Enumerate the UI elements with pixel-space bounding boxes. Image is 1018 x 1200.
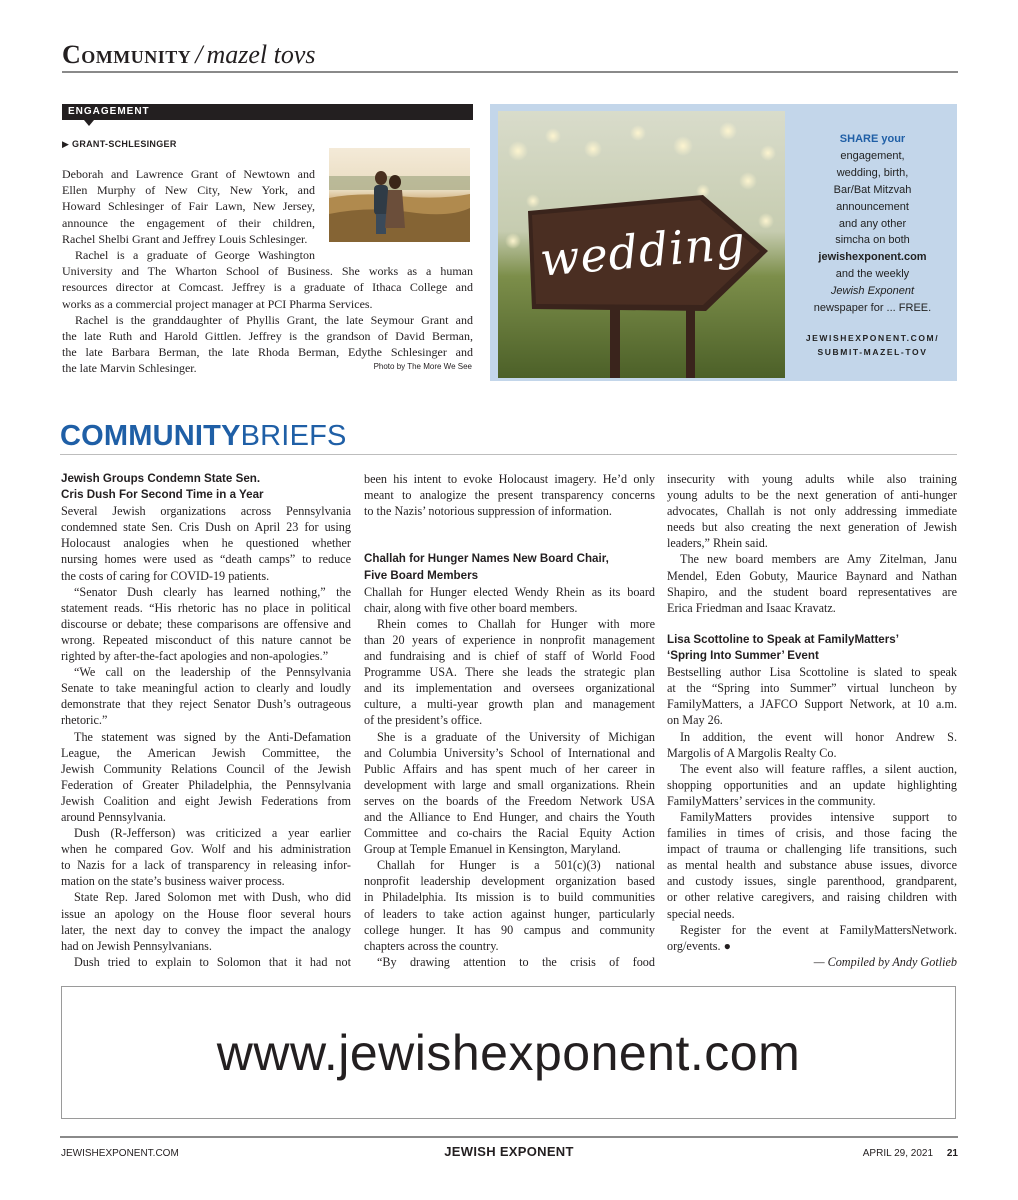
ad-share-word: SHARE your [839,133,906,145]
brief-line: Jewish Community Relations Council of the Jewish [61,761,351,776]
brief-line: Bestselling author Lisa Scottoline is slated to speak [667,665,957,680]
brief-line: wrong. Repeated misconduct of this nature cannot be [61,632,351,647]
section-header [62,40,958,72]
brief-line: the costs of caring for COVID-19 patients. [61,568,270,583]
brief-line: leaders,” Rhein said. [667,536,768,551]
brief-line [364,519,655,535]
engagement-line: Deborah and Lawrence Grant of Newtown and [62,167,315,181]
brief-line: college hunger. It has 90 campus and community [364,922,655,937]
brief-line: demonstrate that they reject Senator Dush’s outrageous [61,697,351,712]
brief-line: statement reads. “His rhetoric has no place in political [61,600,351,615]
brief-headline: Lisa Scottoline to Speak at FamilyMatters’ [667,632,899,646]
ad-line: and any other [838,217,907,230]
engagement-line: announce the engagement of their children, [62,215,315,230]
brief-line: serves on the boards of the Freedom Network USA [364,793,655,808]
brief-line: FamilyMatters’ services in the community. [667,793,876,808]
briefs-title-bold: COMMUNITY [60,420,241,452]
brief-line: than 20 years of experience in nonprofit management [364,632,655,647]
engagement-line: resources director at Comcast. Jeffrey is a graduate of Ithaca College and [62,280,473,295]
brief-line: of leaders to take action against hunger, particularly [364,906,655,921]
brief-headline: Jewish Groups Condemn State Sen. [61,472,261,485]
brief-line: The event also will feature raffles, a silent auction, [680,761,957,776]
briefs-rule [60,454,957,455]
brief-line: State Rep. Jared Solomon met with Dush, who did [74,890,351,905]
website-url[interactable]: www.jewishexponent.com [216,1025,801,1081]
header-rule [62,71,958,73]
brief-line: nursing homes were used as “death camps” to reduce [61,552,351,567]
ad-url-line[interactable]: SUBMIT-MAZEL-TOV [817,347,928,357]
brief-line: Group at Temple Emanuel in Kensington, Maryland. [364,842,621,857]
brief-line: Holocaust analogies when he questioned whether [61,536,351,551]
briefs-column-3 [667,471,957,970]
engagement-line: Rachel is the granddaughter of Phyllis Grant, the late Seymour Grant and [75,312,473,327]
brief-line: Challah for Hunger is a 501(c)(3) national [377,858,655,873]
brief-line: Register for the event at FamilyMattersNetwork. [680,922,957,937]
footer-masthead: JEWISH EXPONENT [444,1144,574,1159]
engagement-couple-name: ▶ GRANT-SCHLESINGER [62,139,177,149]
brief-line: Programme USA. There she leads the strategic plan [364,665,655,680]
brief-line: The statement was signed by the Anti-Defamation [74,729,351,744]
brief-line: Shapiro, and the student board representatives are [667,584,957,599]
brief-line: chapters across the country. [364,938,499,953]
community-briefs-title [60,418,347,454]
section-separator: / [195,40,203,69]
brief-line: Jewish Coalition and eight Jewish Federations from [61,793,351,808]
brief-line: Rhein comes to Challah for Hunger with more [377,616,655,631]
brief-line: discourse or debate; these comparisons are offensive and [61,616,351,631]
engagement-line: Howard Schlesinger of Fair Lawn, New Jersey, [62,199,315,214]
brief-line: when he compared Gov. Wolf and his administration [61,842,351,857]
brief-line: development with large and small organizations. Rhein [364,777,655,792]
brief-line [364,535,655,551]
brief-line: org/events. ● [667,938,732,953]
ad-line: wedding, birth, [836,166,909,179]
brief-line: and the Alliance to End Hunger, and chairs the Youth [364,809,655,824]
brief-line: Margolis of A Margolis Realty Co. [667,745,837,760]
brief-line: Erica Friedman and Isaac Kravatz. [667,600,836,615]
brief-line: culture, a multi-year growth plan and management [364,697,655,712]
brief-line [667,616,957,632]
briefs-column-1 [61,471,351,970]
brief-line: and custody issues, single parenthood, grandparent, [667,874,957,889]
brief-line: impact of trauma or challenging life transitions, such [667,842,957,857]
brief-line: to the Nazis’ notorious suppression of information. [364,504,612,519]
brief-line: insecurity with young adults while also training [667,472,957,486]
brief-line: “Senator Dush clearly has learned nothing,” the [74,584,351,599]
brief-line: She is a graduate of the University of Michigan [377,729,655,744]
brief-line: The new board members are Amy Zitelman, Janu [680,552,957,567]
ad-text [795,131,950,317]
brief-line: rhetoric.” [61,713,108,728]
ad-submit-link[interactable] [795,331,950,359]
brief-line: young adults to be the next generation of anti-hunger [667,488,957,503]
brief-line: “By drawing attention to the crisis of food [377,954,655,969]
footer-date: APRIL 29, 2021 [862,1148,933,1159]
ad-line: newspaper for ... FREE. [813,302,932,315]
brief-line: shopping opportunities and an update highlighting [667,777,957,792]
brief-line: Several Jewish organizations across Pennsylvania [61,504,351,519]
brief-line: nonprofit leadership development organization based [364,874,655,889]
brief-line: in Philadelphia. Its mission is to build communities [364,890,655,905]
engagement-label: ENGAGEMENT [62,104,473,120]
brief-line: chair, along with five other board members. [364,600,578,615]
briefs-column-2 [364,471,655,970]
brief-line: later, the next day to convey the impact the analogy [61,922,351,937]
brief-line: League, the American Jewish Committee, the [61,745,351,760]
briefs-title-light: BRIEFS [240,420,347,452]
wedding-sign-lettering: wedding [537,214,748,287]
brief-headline: Challah for Hunger Names New Board Chair, [364,552,609,566]
brief-line: condemned state Sen. Cris Dush on April 23 for using [61,520,351,535]
brief-line: at the “Spring into Summer” virtual luncheon by [667,681,957,696]
engagement-line: University and The Wharton School of Business. She works as a human [62,264,473,279]
brief-line: meant to analogize the present transparency concerns [364,488,655,503]
brief-line: as mental health and substance abuse issues, divorce [667,858,957,873]
section-name: Community [62,40,192,69]
ad-line: Jewish Exponent [830,285,915,298]
footer-rule [60,1136,958,1138]
brief-line: Senate to take meaningful action to clearly and loudly [61,681,351,696]
brief-line: families in times of crisis, and those facing the [667,826,957,841]
brief-line: Public Affairs and has spent much of her career in [364,761,655,776]
brief-line: and its implementation and oversees organizational [364,681,655,696]
brief-line: “We call on the leadership of the Pennsylvania [74,665,351,680]
ad-line: Bar/Bat Mitzvah [833,183,912,196]
engagement-line: Rachel is a graduate of George Washington [75,248,315,262]
brief-line: In addition, the event will honor Andrew S. [680,729,957,744]
brief-line: of the president’s office. [364,713,483,728]
brief-line: Committee and co-chairs the Racial Equity Action [364,826,655,841]
footer-site: JEWISHEXPONENT.COM [61,1148,179,1159]
engagement-label-notch [84,120,94,126]
engagement-line: the late Marvin Schlesinger. [62,361,197,376]
brief-line: Dush tried to explain to Solomon that it had not [74,954,351,969]
brief-line: around Pennsylvania. [61,809,166,824]
brief-line: Challah for Hunger elected Wendy Rhein as its board [364,584,655,599]
engagement-line: Ellen Murphy of New City, New York, and [62,183,315,198]
ad-line: and the weekly [835,268,910,281]
brief-line: advocates, Challah is not only addressing immediate [667,504,957,519]
page-number: 21 [946,1148,958,1159]
brief-line: righted by after-the-fact apologies and non-apologies.” [61,649,329,664]
brief-headline: ‘Spring Into Summer’ Event [667,649,819,663]
brief-line: to Nazis for a lack of transparency in releasing infor- [61,858,351,873]
brief-line: FamilyMatters, a JAFCO Support Network, at 10 a.m. [667,697,957,712]
brief-line: and fundraising and is chief of staff of World Food [364,649,655,664]
brief-headline: Five Board Members [364,568,479,582]
engagement-line: works as a commercial project manager at PCI Pharma Services. [62,296,373,311]
brief-byline: — Compiled by Andy Gotlieb [813,954,957,969]
brief-line: Mendel, Eden Gobuty, Maurice Baynard and Nathan [667,568,957,583]
brief-line: been his intent to evoke Holocaust imagery. He’d only [364,472,655,486]
brief-line: FamilyMatters provides intensive support to [680,809,957,824]
engagement-line: the late Barbara Berman, the late Rhoda Berman, Edythe Schlesinger and [62,345,473,360]
brief-line: or other relative caregivers, and raising children with [667,890,957,905]
brief-line: special needs. [667,906,735,921]
engagement-text [62,166,473,376]
ad-line: announcement [836,200,909,213]
brief-line: and Columbia University’s School of International and [364,745,655,760]
brief-line: issue an apology on the House floor several hours [61,906,351,921]
engagement-line: Rachel Shelbi Grant and Jeffrey Louis Schlesinger. [62,231,308,246]
engagement-line: the late Ruth and Harold Gittlen. Jeffrey is the grandson of David Berman, [62,329,473,343]
brief-line: mation on the state’s business waiver process. [61,874,285,889]
subsection-name: mazel tovs [206,40,316,69]
brief-headline: Cris Dush For Second Time in a Year [61,488,264,502]
brief-line: had on Jewish Pennsylvanians. [61,938,212,953]
ad-line: jewishexponent.com [818,251,927,264]
ad-line: engagement, [840,149,905,162]
brief-line: Federation of Greater Philadelphia, the Pennsylvania [61,777,351,792]
ad-line: simcha on both [835,234,910,247]
brief-line: needs but also creating the next generation of Jewish [667,520,957,535]
ad-url-line[interactable]: JEWISHEXPONENT.COM/ [805,333,940,343]
brief-line: on May 26. [667,713,723,728]
photo-credit: Photo by The More We See [373,362,472,371]
brief-line: Dush (R-Jefferson) was criticized a year earlier [74,826,351,841]
